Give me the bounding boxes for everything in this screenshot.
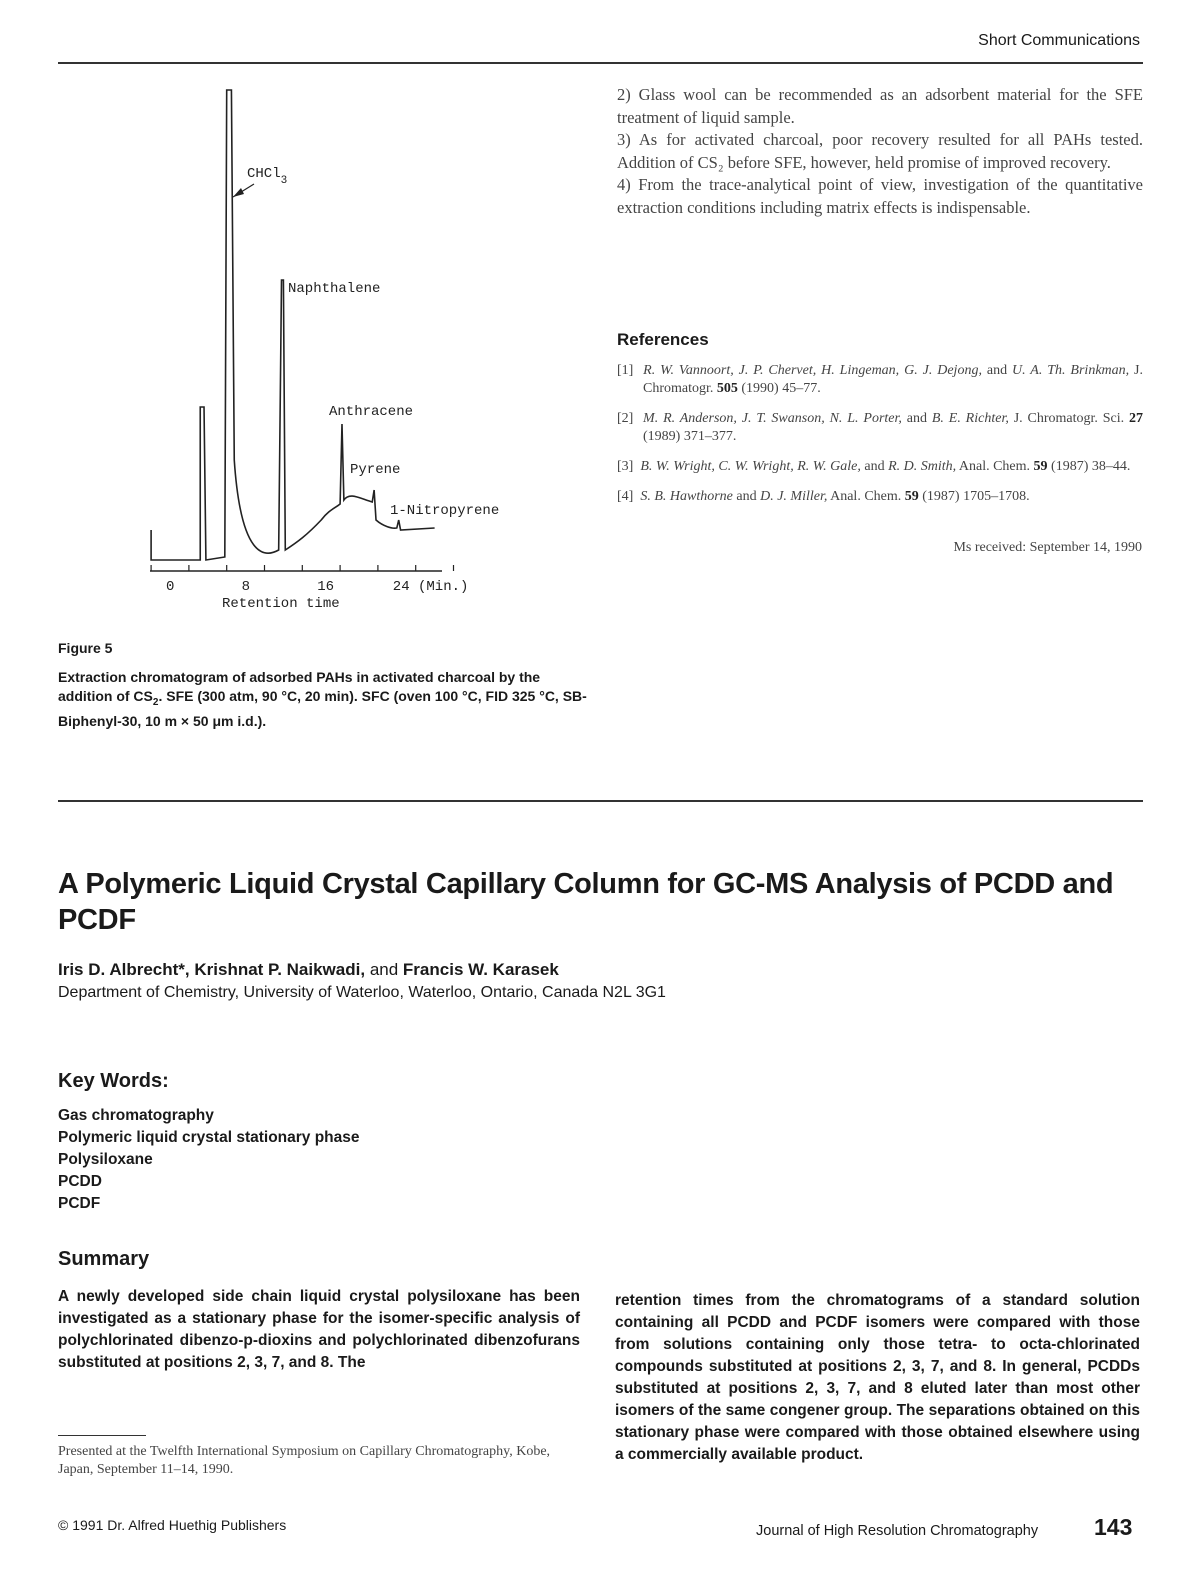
x-axis-ticks bbox=[151, 565, 453, 571]
keyword-item: Gas chromatography bbox=[58, 1107, 214, 1124]
peak-label-pyrene: Pyrene bbox=[350, 462, 401, 478]
references-list bbox=[617, 362, 1143, 518]
x-tick-label: 24 (Min.) bbox=[392, 579, 469, 595]
chromatogram-trace bbox=[151, 90, 435, 560]
chromatogram-figure bbox=[120, 80, 540, 620]
peak-label-naphthalene: Naphthalene bbox=[288, 281, 381, 297]
peak-label-anthracene: Anthracene bbox=[329, 404, 414, 420]
manuscript-received: Ms received: September 14, 1990 bbox=[953, 540, 1142, 555]
conclusions-text bbox=[617, 84, 1143, 219]
footnote: Presented at the Twelfth International Symposium on Capillary Chromatography, Kobe, Japan, September 11–14, 1990. bbox=[58, 1444, 551, 1477]
keyword-item: PCDF bbox=[58, 1195, 101, 1212]
keywords-list bbox=[58, 1105, 360, 1215]
reference-item: [1] R. W. Vannoort, J. P. Chervet, H. Lingeman, G. J. Dejong, and U. A. Th. Brinkman, J. Chromatogr. 505 (1990) 45–77. bbox=[617, 363, 1143, 396]
journal-name: Journal of High Resolution Chromatography bbox=[756, 1523, 1039, 1539]
page-number: 143 bbox=[1094, 1514, 1133, 1540]
reference-item: [2] M. R. Anderson, J. T. Swanson, N. L. Porter, and B. E. Richter, J. Chromatogr. Sci. 27 (1989) 371–377. bbox=[617, 411, 1143, 444]
keyword-item: PCDD bbox=[58, 1173, 102, 1190]
keyword-item: Polysiloxane bbox=[58, 1151, 153, 1168]
conclusion-item: 2) Glass wool can be recommended as an adsorbent material for the SFE treatment of liquid sample. bbox=[617, 85, 1143, 127]
conclusion-item: 4) From the trace-analytical point of view, investigation of the quantitative extraction conditions including matrix effects is indispensable. bbox=[617, 175, 1143, 217]
summary-heading: Summary bbox=[58, 1248, 150, 1270]
chcl3-arrowhead bbox=[233, 188, 244, 197]
article-title: A Polymeric Liquid Crystal Capillary Column for GC-MS Analysis of PCDD and PCDF bbox=[58, 868, 1114, 936]
x-tick-label: 0 bbox=[166, 579, 175, 595]
figure-label: Figure 5 bbox=[58, 640, 113, 656]
section-divider bbox=[58, 800, 1143, 802]
x-axis-tick-labels bbox=[166, 579, 468, 595]
summary-text-left: A newly developed side chain liquid crystal polysiloxane has been investigated as a stationary phase for the isomer-specific analysis of polychlorinated dibenzo-p-dioxins and polychlorinated dibenzofurans substituted at positions 2, 3, 7, and 8. The bbox=[58, 1288, 580, 1371]
references-heading: References bbox=[617, 330, 709, 349]
keywords-heading: Key Words: bbox=[58, 1070, 169, 1092]
keyword-item: Polymeric liquid crystal stationary phase bbox=[58, 1129, 360, 1146]
peak-label-1-nitropyrene: 1-Nitropyrene bbox=[390, 503, 500, 519]
x-tick-label: 8 bbox=[241, 579, 251, 595]
conclusion-item: 3) As for activated charcoal, poor recovery resulted for all PAHs tested. Addition of CS₂ before SFE, however, held promise of improved recovery. bbox=[617, 130, 1143, 172]
x-axis-title: Retention time bbox=[222, 596, 340, 612]
reference-item: [4] S. B. Hawthorne and D. J. Miller, Anal. Chem. 59 (1987) 1705–1708. bbox=[617, 489, 1030, 504]
summary-text-right: retention times from the chromatograms of a standard solution containing all PCDD and PCDF isomers were compared with those from solutions containing only those tetra- to octa-chlorinated compounds substituted at positions 2, 3, 7, and 8. In general, PCDDs substituted at positions 2, 3, 7, and 8 eluted later than most other isomers of the same congener group. The separations obtained on this stationary phase were compared with those obtained elsewhere using a commercially available product. bbox=[615, 1292, 1140, 1463]
copyright-notice: © 1991 Dr. Alfred Huethig Publishers bbox=[58, 1517, 287, 1533]
article-affiliation: Department of Chemistry, University of Waterloo, Waterloo, Ontario, Canada N2L 3G1 bbox=[58, 984, 666, 1001]
running-header: Short Communications bbox=[978, 32, 1140, 49]
header-rule bbox=[58, 62, 1143, 64]
chromatogram-trace-group bbox=[151, 90, 435, 560]
footnote-rule bbox=[58, 1435, 146, 1436]
figure-caption: Extraction chromatogram of adsorbed PAHs in activated charcoal by the addition of $CS_2$. SFE (300 atm, 90 °C, 20 min). SFC (oven 100 °C, FID 325 °C, SB-Biphenyl-30, 10 m × 50 μm i.d.). bbox=[58, 669, 587, 729]
x-tick-label: 16 bbox=[317, 579, 335, 595]
peak-label-chcl3: CHCl$_3$ bbox=[247, 166, 288, 187]
article-authors: Iris D. Albrecht*, Krishnat P. Naikwadi, and Francis W. Karasek bbox=[58, 960, 559, 979]
reference-item: [3] B. W. Wright, C. W. Wright, R. W. Gale, and R. D. Smith, Anal. Chem. 59 (1987) 38–44. bbox=[617, 459, 1131, 474]
